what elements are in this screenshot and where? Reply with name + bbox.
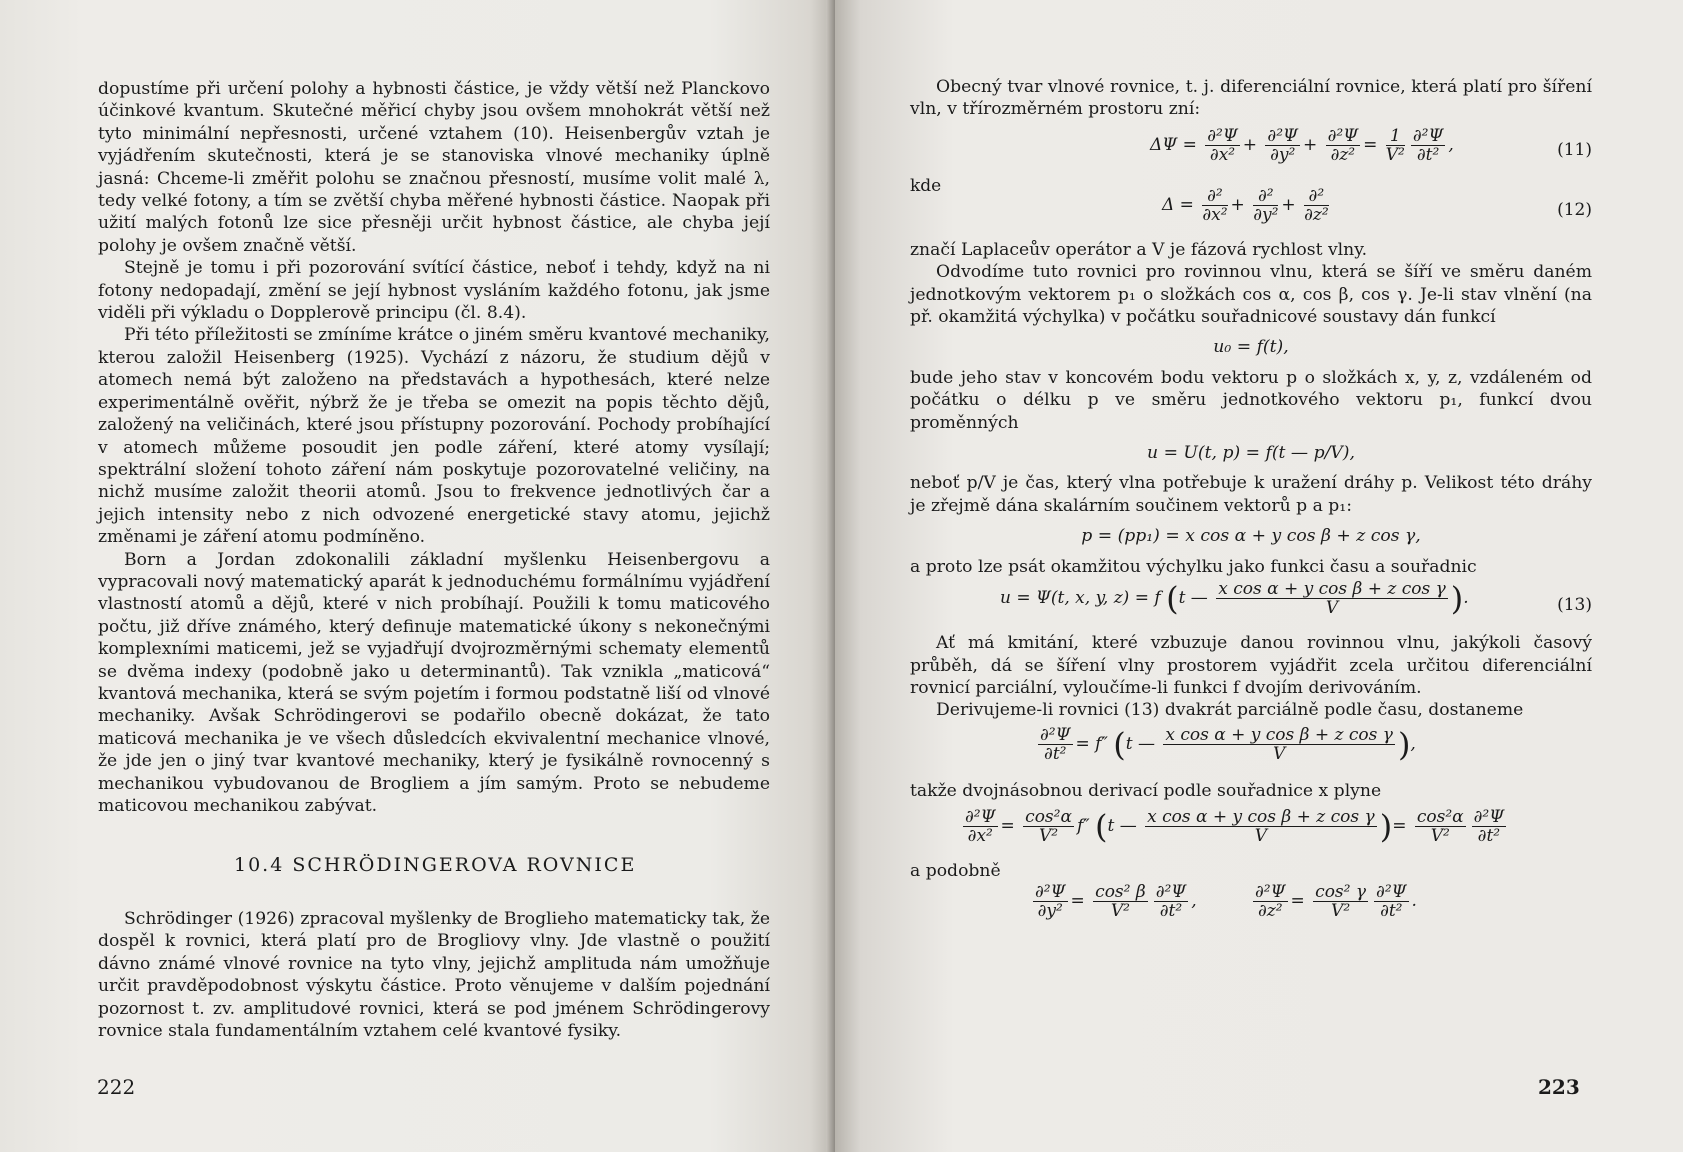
- equation-13-formula: u = Ψ(t, x, y, z) = f (t — $\frac{\text{x cos α + y cos β + z cos γ}}{V}$ ).: [1000, 579, 1469, 619]
- equation-p: p = (pp₁) = x cos α + y cos β + z cos γ,: [1081, 526, 1421, 547]
- paragraph-r8: Derivujeme-li rovnici (13) dvakrát parciálně podle času, dostaneme: [936, 700, 1524, 721]
- equation-second-x-derivative: [910, 802, 1592, 860]
- equation-u0: u₀ = f(t),: [1213, 337, 1289, 358]
- paragraph-r1: Obecný tvar vlnové rovnice, t. j. diferenciální rovnice, která platí pro šíření vln, v třírozměrném prostoru zní:: [910, 77, 1592, 120]
- left-page: [0, 0, 835, 1152]
- section-paragraph: Schrödinger (1926) zpracoval myšlenky de Broglieho matematicky tak, že dospěl k rovnici, která platí pro de Brogliovy vlny. Jde vlastně o použití dávno známé vlnové rovnice na tyto vlny, jejichž amplituda nám umožňuje určit pravděpodobnost výskytu částice. Proto věnujeme v dalším pojednání pozornost t. zv. amplitudové rovnici, která se pod jménem Schrödingerovy rovnice stala fundamentálním vztahem celé kvantové fysiky.: [98, 909, 770, 1042]
- page-number-right: 223: [1538, 1075, 1580, 1099]
- paragraph-r7: Ať má kmitání, které vzbuzuje danou rovinnou vlnu, jakýkoli časový průběh, dá se šíření vlny prostorem vyjádřit zcela určitou diferenciální rovnicí parciální, vyloučíme-li funkci f dvojím derivováním.: [910, 633, 1592, 698]
- section-paragraph-wrap: [98, 908, 770, 1042]
- paragraph-r6: a proto lze psát okamžitou výchylku jako funkci času a souřadnic: [910, 556, 1477, 577]
- paragraph-3: Při této příležitosti se zmíníme krátce o jiném směru kvantové mechaniky, kterou založil Heisenberg (1925). Vychází z názoru, že studium dějů v atomech nemá být založeno na představách a hypothesách, které nelze experimentálně ověřit, nýbrž že je třeba se omezit na popis těchto dějů, založený na veličinách, které jsou přístupny pozorování. Pochody probíhající v atomech můžeme posoudit jen podle záření, které atomy vysílají; spektrální složení tohoto záření nám poskytuje pozorovatelné veličiny, na nichž musíme založit theorii atomů. Jsou to frekvence jednotlivých čar a jejich intensity nebo z nich odvozené energetické stavy atomu, jejichž změnami je záření atomu podmíněno.: [98, 325, 770, 548]
- section-heading: 10.4 SCHRÖDINGEROVA ROVNICE: [234, 854, 637, 876]
- equation-11-formula: ΔΨ = $\frac{\text{∂²Ψ}}{\text{∂x²}}$ + $\frac{\text{∂²Ψ}}{\text{∂y²}}$ + $\frac{\text{∂²Ψ}}{\text{∂z²}}$ = $\frac{1}{\text{V²}}$ $\frac{\text{∂²Ψ}}{\text{∂t²}}$ ,: [1150, 125, 1454, 165]
- kde-label: kde: [910, 175, 942, 196]
- right-page: [835, 0, 1683, 1152]
- paragraph-r9: takže dvojnásobnou derivací podle souřadnice x plyne: [910, 780, 1382, 801]
- equation-13: [910, 578, 1592, 632]
- equation-dy-formula: $\frac{\text{∂²Ψ}}{\text{∂y²}}$ = $\frac{\text{cos² β}}{\text{V²}}$ $\frac{\text{∂²Ψ}}{\text{∂t²}}$ ,: [1035, 881, 1197, 921]
- equation-12: [910, 175, 1592, 239]
- left-page-body: [98, 78, 770, 817]
- equation-yz-derivatives: [910, 883, 1592, 937]
- paragraph-r2: značí Laplaceův operátor a V je fázová rychlost vlny.: [910, 239, 1368, 260]
- paragraph-1: dopustíme při určení polohy a hybnosti částice, je vždy větší než Planckovo účinkové kvantum. Skutečné měřicí chyby jsou ovšem mnohokrát větší než tyto minimální nepřesnosti, určené vztahem (10). Heisenbergův vztah je vyjádřením skutečnosti, která je se stanoviska vlnové mechaniky úplně jasná: Chceme-li změřit polohu se značnou přesností, musíme volit malé λ, tedy velké fotony, a tím se zvětší chyba měřené hybnosti částice. Naopak při užití malých fotonů lze sice přesněji určit hybnost částice, ale chyba její polohy je ovšem značně větší.: [98, 79, 770, 256]
- right-page-body: [910, 76, 1592, 937]
- equation-11: [910, 121, 1592, 183]
- equation-u: u = U(t, p) = f(t — p/V),: [1147, 443, 1355, 464]
- equation-dt-formula: $\frac{\text{∂²Ψ}}{\text{∂t²}}$ = f″ (t — $\frac{\text{x cos α + y cos β + z cos γ}}{V}$ ),: [1040, 724, 1416, 764]
- paragraph-r10: a podobně: [910, 861, 1001, 882]
- equation-second-time-derivative: [910, 722, 1592, 780]
- paragraph-2: Stejně je tomu i při pozorování svítící částice, neboť i tehdy, když na ni fotony nedopadají, změní se její hybnost vysláním každého fotonu, jak jsme viděli při výkladu o Dopplerově principu (čl. 8.4).: [98, 258, 770, 324]
- page-number-left: 222: [97, 1075, 136, 1099]
- paragraph-r5: neboť p/V je čas, který vlna potřebuje k uražení dráhy p. Velikost této dráhy je zřejmě dána skalárním součinem vektorů p a p₁:: [910, 473, 1592, 516]
- equation-dz-formula: $\frac{\text{∂²Ψ}}{\text{∂z²}}$ = $\frac{\text{cos² γ}}{\text{V²}}$ $\frac{\text{∂²Ψ}}{\text{∂t²}}$ .: [1255, 881, 1417, 921]
- equation-12-number: (12): [1557, 199, 1592, 220]
- paragraph-4: Born a Jordan zdokonalili základní myšlenku Heisenbergovu a vypracovali nový matematický aparát k jednoduchému formálnímu vyjádření vlastností atomů a dějů, které v nich probíhají. Použili k tomu maticového počtu, již dříve známého, který definuje matematické úkony s nekonečnými komplexními maticemi, jež se vyjadřují dvojrozměrnými schematy elementů se dvěma indexy (podobně jako u determinantů). Tak vznikla „maticová“ kvantová mechanika, která se svým pojetím i formou podstatně liší od vlnové mechaniky. Avšak Schrödingerovi se podařilo obecně dokázat, že tato maticová mechanika je ve všech důsledcích ekvivalentní mechanice vlnové, že jde jen o jiný tvar kvantové mechaniky, který je fysikálně rovnocenný s mechanikou vybudovanou de Brogliem a jím samým. Proto se nebudeme maticovou mechanikou zabývat.: [98, 549, 770, 816]
- equation-12-formula: Δ = $\frac{\text{∂²}}{\text{∂x²}}$ + $\frac{\text{∂²}}{\text{∂y²}}$ + $\frac{\text{∂²}}{\text{∂z²}}$: [1162, 185, 1329, 225]
- paragraph-r3: Odvodíme tuto rovnici pro rovinnou vlnu, která se šíří ve směru daném jednotkovým vektorem p₁ o složkách cos α, cos β, cos γ. Je-li stav vlnění (na př. okamžitá výchylka) v počátku souřadnicové soustavy dán funkcí: [910, 262, 1592, 328]
- equation-11-number: (11): [1557, 139, 1592, 160]
- equation-13-number: (13): [1557, 595, 1592, 616]
- equation-dx-formula: $\frac{\text{∂²Ψ}}{\text{∂x²}}$ = $\frac{\text{cos²α}}{\text{V²}}$ f″ (t — $\frac{\text{x cos α + y cos β + z cos γ}}{V}$ )= $\frac{\text{cos²α}}{\text{V²}}$ $\frac{\text{∂²Ψ}}{\text{∂t²}}$: [965, 807, 1505, 847]
- paragraph-r4: bude jeho stav v koncovém bodu vektoru p o složkách x, y, z, vzdáleném od počátku o délku p ve směru jednotkového vektoru p₁, funkcí dvou proměnných: [910, 367, 1592, 433]
